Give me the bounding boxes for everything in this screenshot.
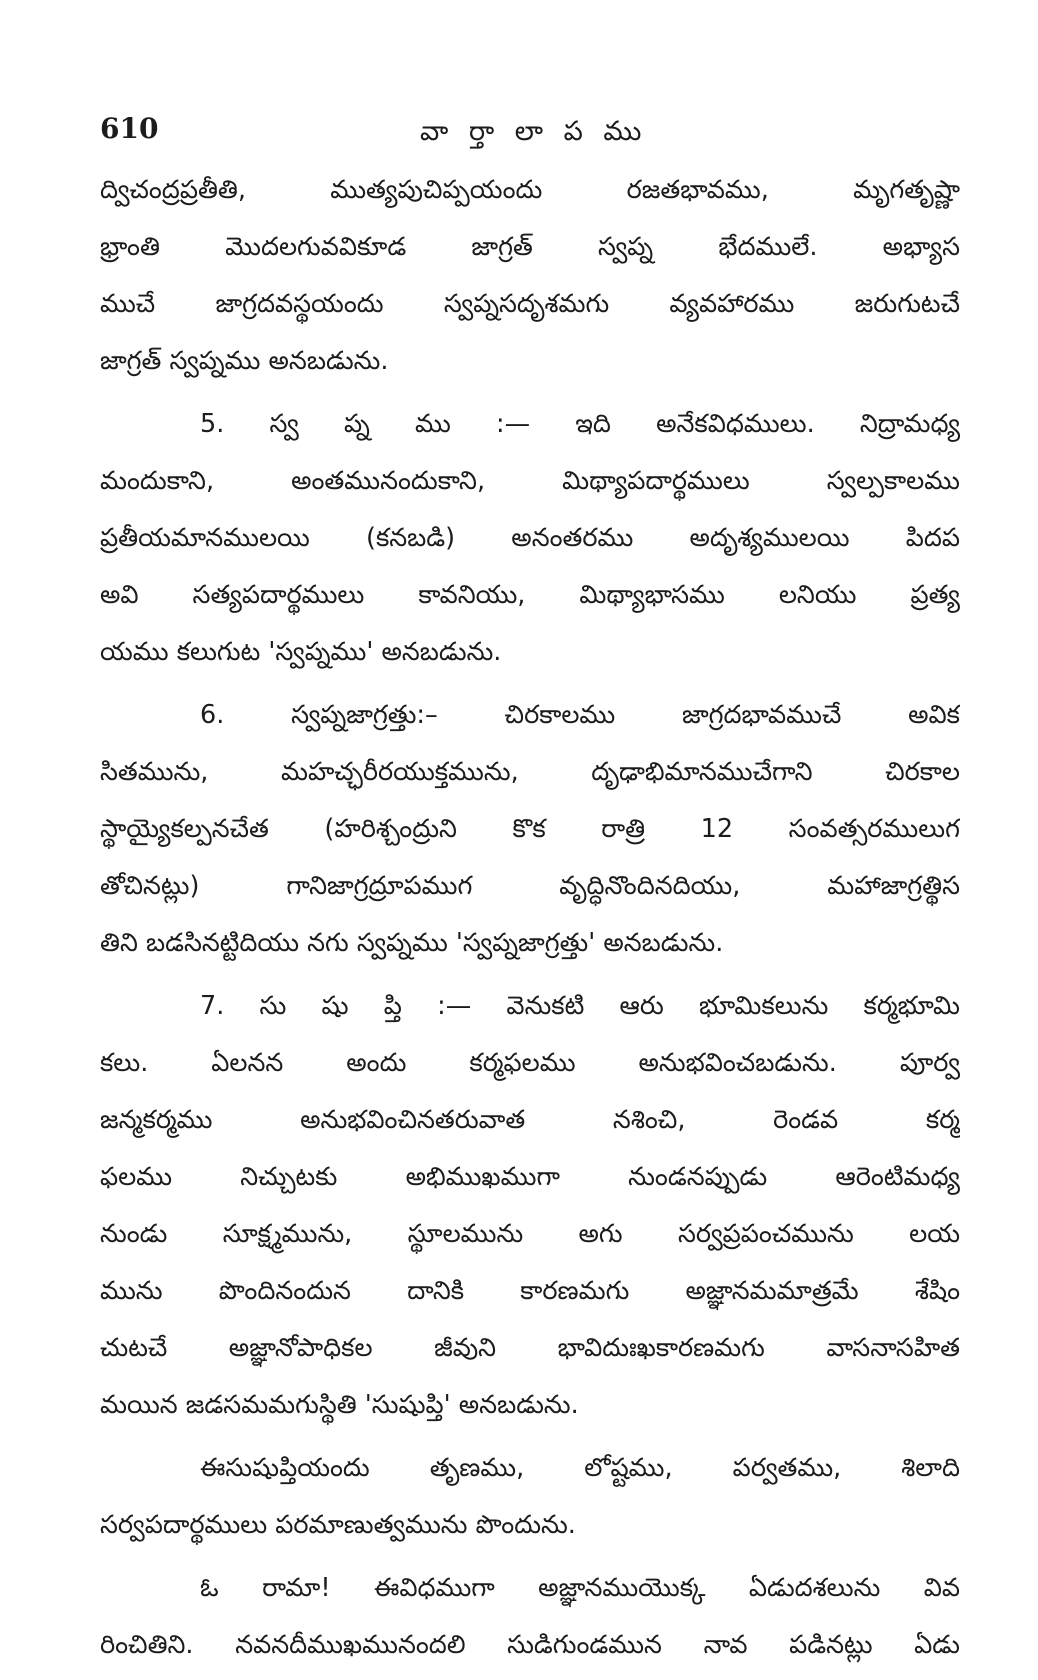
text-line: చుటచే అజ్ఞానోపాధికల జీవుని భావిదుఃఖకారణమగు వాసనాసహిత	[100, 1333, 960, 1363]
text-line: ద్విచంద్రప్రతీతి, ముత్యపుచిప్పయందు రజతభావము, మృగతృష్ణా	[100, 175, 960, 205]
text-line: స్థాయ్యైకల్పనచేత (హరిశ్చంద్రుని కొక రాత్రి 12 సంవత్సరములుగ	[100, 814, 960, 844]
text-line: 7. సు షు ప్తి :— వెనుకటి ఆరు భూమికలును కర్మభూమి	[200, 991, 960, 1021]
paragraph	[100, 978, 960, 1434]
paragraph	[100, 1440, 960, 1554]
text-line: ఓ రామా! ఈవిధముగా అజ్ఞానముయొక్క ఏడుదశలును వివ	[200, 1573, 960, 1603]
text-line: 5. స్వ ప్న ము :— ఇది అనేకవిధములు. నిద్రామధ్య	[200, 409, 960, 439]
running-title: వా ర్తా లా ప ము	[420, 116, 648, 147]
text-line: అవి సత్యపదార్థములు కావనియు, మిథ్యాభాసము లనియు ప్రత్య	[100, 580, 960, 610]
text-line: సితమును, మహచ్ఛరీరయుక్తమును, దృఢాభిమానముచేగాని చిరకాల	[100, 757, 960, 787]
text-line: మును పొందినందున దానికి కారణమగు అజ్ఞానమమాత్రమే శేషిం	[100, 1276, 960, 1306]
text-line: జాగ్రత్ స్వప్నము అనబడును.	[100, 346, 389, 376]
text-line: నుండు సూక్ష్మమును, స్థూలమును అగు సర్వప్రపంచమును లయ	[100, 1219, 960, 1249]
text-line: మయిన జడసమమగుస్థితి 'సుషుప్తి' అనబడును.	[100, 1390, 579, 1420]
text-line: ముచే జాగ్రదవస్థయందు స్వప్నసదృశమగు వ్యవహారము జరుగుటచే	[100, 289, 960, 319]
text-line: రించితిని. నవనదీముఖమునందలి సుడిగుండమున నావ పడినట్లు ఏడు	[100, 1630, 960, 1660]
text-line: తోచినట్లు) గానిజాగ్రద్రూపముగ వృద్ధినొందినదియు, మహాజాగ్రత్థిస	[100, 871, 960, 901]
body-text	[100, 162, 960, 1680]
paragraph	[100, 162, 960, 390]
text-line: భ్రాంతి మొదలగువవికూడ జాగ్రత్ స్వప్న భేదములే. అభ్యాస	[100, 232, 960, 262]
text-line: మందుకాని, అంతమునందుకాని, మిథ్యాపదార్థములు స్వల్పకాలము	[100, 466, 960, 496]
text-line: సర్వపదార్థములు పరమాణుత్వమును పొందును.	[100, 1510, 576, 1540]
text-line: తిని బడసినట్టిదియు నగు స్వప్నము 'స్వప్నజాగ్రత్తు' అనబడును.	[100, 928, 724, 958]
text-line: ఈసుషుప్తియందు తృణము, లోష్టము, పర్వతము, శిలాది	[200, 1453, 960, 1483]
paragraph	[100, 396, 960, 681]
paragraph	[100, 1560, 960, 1674]
text-line: ప్రతీయమానములయి (కనబడి) అనంతరము అదృశ్యములయి పిదప	[100, 523, 960, 553]
paragraph	[100, 687, 960, 972]
text-line: 6. స్వప్నజాగ్రత్తు:– చిరకాలము జాగ్రదభావముచే అవిక	[200, 700, 960, 730]
text-line: జన్మకర్మము అనుభవించినతరువాత నశించి, రెండవ కర్మ	[100, 1105, 960, 1135]
text-line: యము కలుగుట 'స్వప్నము' అనబడును.	[100, 637, 502, 667]
text-line: ఫలము నిచ్చుటకు అభిముఖముగా నుండనప్పుడు ఆరెంటిమధ్య	[100, 1162, 960, 1192]
page-number: 610	[100, 112, 159, 145]
text-line: కలు. ఏలనన అందు కర్మఫలము అనుభవించబడును. పూర్వ	[100, 1048, 960, 1078]
